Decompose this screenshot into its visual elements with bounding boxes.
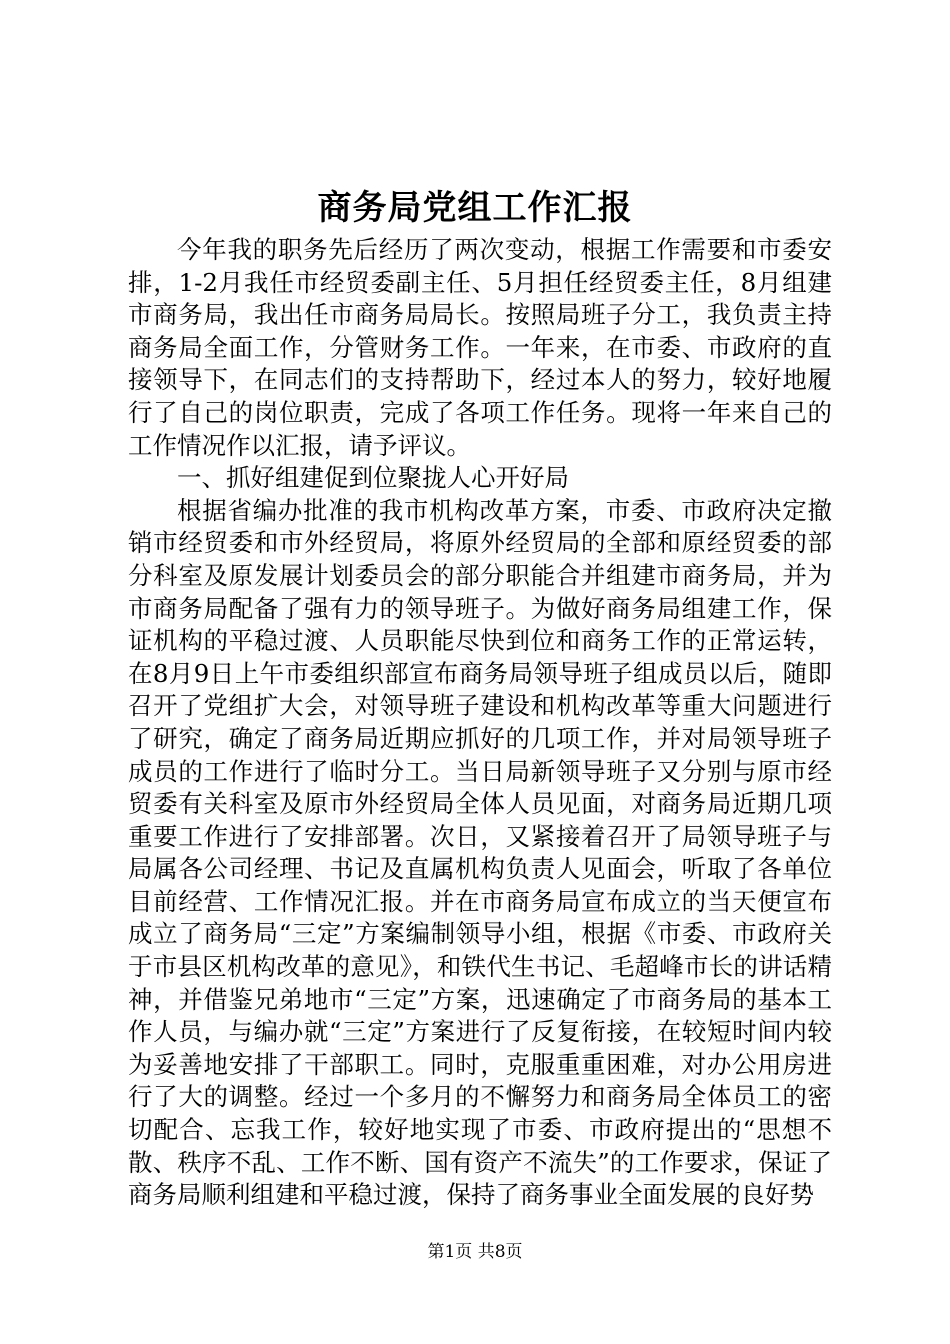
document-body bbox=[128, 234, 832, 1212]
document-title: 商务局党组工作汇报 bbox=[317, 188, 633, 228]
paragraph-section-1: 根据省编办批准的我市机构改革方案，市委、市政府决定撤销市经贸委和市外经贸局，将原外经贸局的全部和原经贸委的部分科室及原发展计划委员会的部分职能合并组建市商务局，并为市商务局配备了强有力的领导班子。为做好商务局组建工作，保证机构的平稳过渡、人员职能尽快到位和商务工作的正常运转，在8月9日上午市委组织部宣布商务局领导班子组成员以后，随即召开了党组扩大会，对领导班子建设和机构改革等重大问题进行了研究，确定了商务局近期应抓好的几项工作，并对局领导班子成员的工作进行了临时分工。当日局新领导班子又分别与原市经贸委有关科室及原市外经贸局全体人员见面，对商务局近期几项重要工作进行了安排部署。次日，又紧接着召开了局领导班子与局属各公司经理、书记及直属机构负责人见面会，听取了各单位目前经营、工作情况汇报。并在市商务局宣布成立的当天便宣布成立了商务局“三定”方案编制领导小组，根据《市委、市政府关于市县区机构改革的意见》，和铁代生书记、毛超峰市长的讲话精神，并借鉴兄弟地市“三定”方案，迅速确定了市商务局的基本工作人员，与编办就“三定”方案进行了反复衔接，在较短时间内较为妥善地安排了干部职工。同时，克服重重困难，对办公用房进行了大的调整。经过一个多月的不懈努力和商务局全体员工的密切配合、忘我工作，较好地实现了市委、市政府提出的“思想不散、秩序不乱、工作不断、国有资产不流失”的工作要求，保证了商务局顺利组建和平稳过渡，保持了商务事业全面发展的良好势 bbox=[128, 495, 832, 1210]
section-heading-1: 一、抓好组建促到位聚拢人心开好局 bbox=[177, 463, 569, 493]
paragraph-intro: 今年我的职务先后经历了两次变动，根据工作需要和市委安排，1-2月我任市经贸委副主任、5月担任经贸委主任，8月组建市商务局，我出任市商务局局长。按照局班子分工，我负责主持商务局全面工作，分管财务工作。一年来，在市委、市政府的直接领导下，在同志们的支持帮助下，经过本人的努力，较好地履行了自己的岗位职责，完成了各项工作任务。现将一年来自己的工作情况作以汇报，请予评议。 bbox=[128, 235, 832, 460]
page-number-footer: 第1页 共8页 bbox=[427, 1242, 523, 1262]
